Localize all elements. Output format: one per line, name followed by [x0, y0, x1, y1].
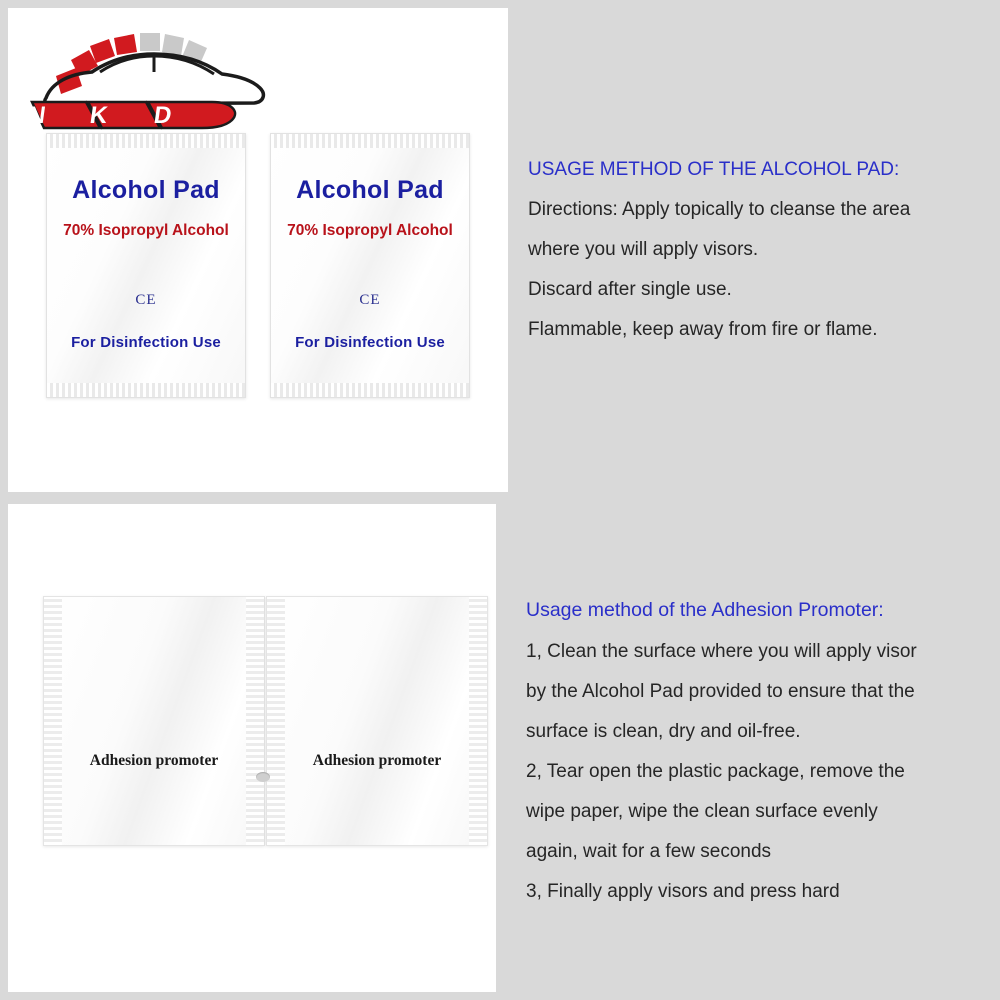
pad-subtitle: 70% Isopropyl Alcohol [287, 222, 453, 239]
instruction-line: Directions: Apply topically to cleanse the area [528, 199, 911, 220]
svg-text:N: N [26, 102, 48, 129]
pad-usage-text: For Disinfection Use [71, 334, 221, 351]
adhesion-promoter-sachet [266, 596, 488, 846]
instruction-line: Discard after single use. [528, 279, 732, 300]
instruction-line: Flammable, keep away from fire or flame. [528, 319, 878, 340]
bottom-panel [8, 504, 992, 992]
pad-usage-text: For Disinfection Use [295, 334, 445, 351]
tear-notch-icon [256, 772, 270, 782]
alcohol-pad-instructions [508, 8, 992, 492]
sachet-label: Adhesion promoter [312, 752, 442, 769]
nkd-car-logo [26, 16, 276, 131]
alcohol-pad-sachet [270, 133, 470, 398]
sachet-label: Adhesion promoter [89, 752, 219, 769]
adhesion-promoter-photo [8, 504, 496, 992]
instruction-line: 2, Tear open the plastic package, remove the [526, 761, 905, 782]
pad-title: Alcohol Pad [296, 176, 444, 204]
instruction-line: by the Alcohol Pad provided to ensure that the [526, 681, 915, 702]
svg-text:K: K [88, 102, 110, 129]
instruction-line: where you will apply visors. [528, 239, 759, 260]
adhesion-promoter-sachet [43, 596, 265, 846]
alcohol-pad-photo [8, 8, 508, 492]
pad-title: Alcohol Pad [72, 176, 220, 204]
adhesion-promoter-instructions [496, 504, 992, 992]
adhesion-promoter-heading: Usage method of the Adhesion Promoter: [526, 599, 884, 621]
top-panel [8, 8, 992, 492]
pad-subtitle: 70% Isopropyl Alcohol [63, 222, 229, 239]
instruction-line: again, wait for a few seconds [526, 841, 772, 862]
alcohol-pad-heading: USAGE METHOD OF THE ALCOHOL PAD: [528, 159, 900, 180]
ce-mark-icon: CE [359, 292, 381, 308]
instruction-line: 3, Finally apply visors and press hard [526, 881, 840, 902]
instruction-line: surface is clean, dry and oil-free. [526, 721, 801, 742]
instruction-line: 1, Clean the surface where you will apply visor [526, 641, 917, 662]
instruction-line: wipe paper, wipe the clean surface evenly [526, 801, 878, 822]
ce-mark-icon: CE [135, 292, 157, 308]
alcohol-pad-sachet [46, 133, 246, 398]
svg-text:D: D [152, 102, 174, 129]
